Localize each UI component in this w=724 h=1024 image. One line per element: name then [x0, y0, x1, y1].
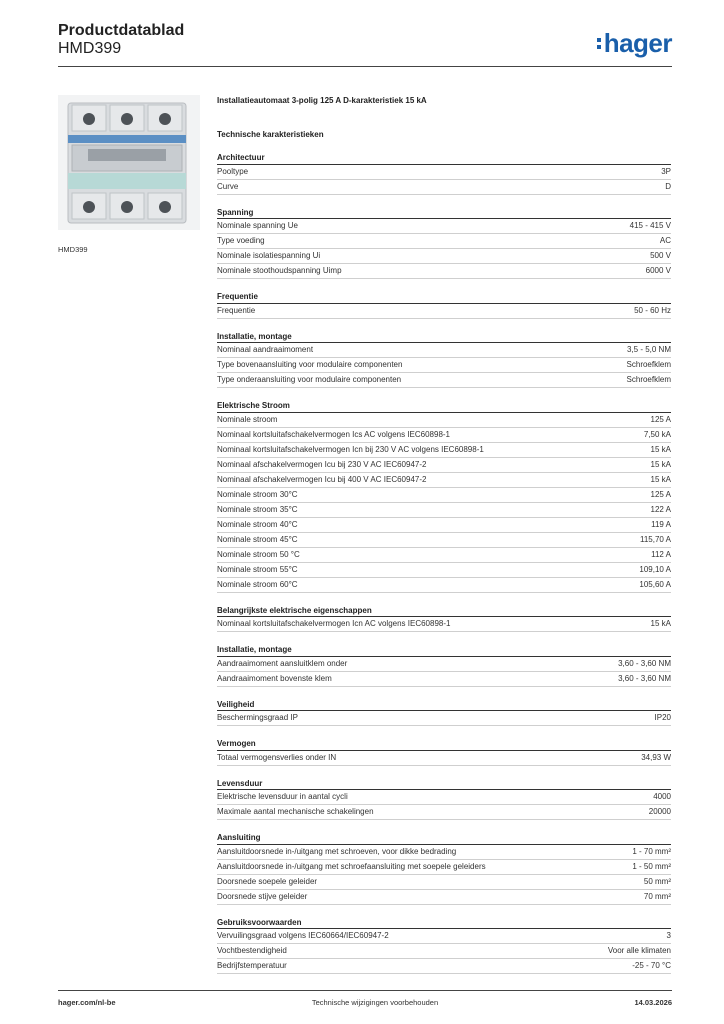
spec-label: Maximale aantal mechanische schakelingen — [217, 807, 374, 816]
spec-row — [217, 458, 671, 473]
spec-row — [217, 373, 671, 388]
spec-value: 115,70 A — [640, 534, 671, 544]
page-header — [58, 22, 184, 58]
spec-label: Nominale stroom 40°C — [217, 519, 298, 529]
spec-section — [217, 645, 671, 687]
spec-section — [217, 332, 671, 389]
spec-value: 415 - 415 V — [629, 221, 671, 230]
spec-section — [217, 606, 671, 633]
spec-row — [217, 413, 671, 428]
spec-value: 125 A — [650, 489, 671, 499]
spec-value: IP20 — [654, 713, 671, 722]
section-title: Veiligheid — [217, 700, 671, 712]
spec-section — [217, 208, 671, 280]
spec-value: 50 mm² — [643, 876, 671, 886]
logo-text: hager — [603, 28, 672, 58]
spec-label: Nominale stroom 50 °C — [217, 549, 300, 559]
spec-label: Pooltype — [217, 166, 249, 176]
spec-sections — [217, 153, 671, 974]
spec-label: Nominaal kortsluitafschakelvermogen Icn AC volgens IEC60898-1 — [217, 619, 451, 628]
spec-label: Vervuilingsgraad volgens IEC60664/IEC60947-2 — [217, 931, 389, 940]
spec-row — [217, 657, 671, 672]
spec-row — [217, 617, 671, 632]
spec-label: Aansluitdoorsnede in-/uitgang met schroefaansluiting met soepele geleiders — [217, 861, 486, 871]
product-code: HMD399 — [58, 40, 122, 57]
spec-value: 3,60 - 3,60 NM — [618, 673, 671, 683]
spec-label: Aansluitdoorsnede in-/uitgang met schroeven, voor dikke bedrading — [217, 846, 457, 856]
spec-content — [217, 95, 671, 974]
spec-label: Aandraaimoment aansluitklem onder — [217, 658, 348, 668]
circuit-breaker-photo-icon — [58, 95, 200, 230]
section-title: Levensduur — [217, 779, 671, 791]
spec-row — [217, 358, 671, 373]
spec-row — [217, 219, 671, 234]
spec-row — [217, 845, 671, 860]
spec-label: Frequentie — [217, 305, 256, 315]
spec-label: Nominale isolatiespanning Ui — [217, 251, 321, 260]
section-title: Installatie, montage — [217, 645, 671, 657]
spec-row — [217, 180, 671, 195]
spec-section — [217, 700, 671, 727]
section-title: Elektrische Stroom — [217, 401, 671, 413]
spec-row — [217, 578, 671, 593]
spec-row — [217, 672, 671, 687]
spec-row — [217, 234, 671, 249]
footer-notice: Technische wijzigingen voorbehouden — [311, 998, 439, 1007]
product-description: Installatieautomaat 3-polig 125 A D-karakteristiek 15 kA — [217, 96, 427, 105]
spec-row — [217, 165, 671, 180]
spec-label: Doorsnede soepele geleider — [217, 876, 318, 886]
spec-label: Vochtbestendigheid — [217, 946, 287, 955]
spec-value: 1 - 70 mm² — [632, 846, 671, 856]
spec-row — [217, 711, 671, 726]
spec-value: Schroefklem — [626, 360, 671, 369]
section-title: Gebruiksvoorwaarden — [217, 918, 671, 930]
footer-date: 14.03.2026 — [634, 998, 672, 1007]
spec-value: 3 — [666, 931, 671, 940]
spec-section — [217, 153, 671, 195]
spec-value: 1 - 50 mm² — [632, 861, 671, 871]
spec-row — [217, 533, 671, 548]
spec-row — [217, 473, 671, 488]
spec-row — [217, 249, 671, 264]
spec-value: 20000 — [648, 807, 671, 816]
spec-value: 3,60 - 3,60 NM — [618, 658, 671, 668]
spec-label: Aandraaimoment bovenste klem — [217, 673, 332, 683]
footer-divider — [58, 990, 672, 991]
spec-row — [217, 875, 671, 890]
spec-row — [217, 443, 671, 458]
spec-label: Nominale stroom 60°C — [217, 579, 298, 589]
section-title: Belangrijkste elektrische eigenschappen — [217, 606, 671, 618]
spec-value: 15 kA — [650, 444, 671, 454]
spec-row — [217, 503, 671, 518]
spec-label: Nominale stoothoudspanning Uimp — [217, 266, 342, 275]
section-title: Frequentie — [217, 292, 671, 304]
spec-value: 119 A — [651, 519, 671, 529]
spec-value: AC — [659, 236, 671, 245]
section-title: Installatie, montage — [217, 332, 671, 344]
spec-row — [217, 428, 671, 443]
spec-value: 6000 V — [645, 266, 671, 275]
footer-url: hager.com/nl-be — [58, 998, 116, 1007]
spec-label: Type bovenaansluiting voor modulaire componenten — [217, 360, 403, 369]
spec-label: Nominale stroom 45°C — [217, 534, 298, 544]
spec-section — [217, 739, 671, 766]
spec-row — [217, 959, 671, 974]
spec-label: Curve — [217, 181, 239, 191]
spec-value: 15 kA — [650, 459, 671, 469]
spec-value: Schroefklem — [626, 375, 671, 384]
spec-value: 125 A — [650, 414, 671, 424]
spec-row — [217, 518, 671, 533]
spec-label: Bedrijfstemperatuur — [217, 961, 287, 970]
spec-label: Nominale stroom 55°C — [217, 564, 298, 574]
spec-row — [217, 488, 671, 503]
image-caption: HMD399 — [58, 245, 88, 254]
spec-label: Nominale stroom 35°C — [217, 504, 298, 514]
spec-label: Beschermingsgraad IP — [217, 713, 298, 722]
spec-value: 109,10 A — [639, 564, 671, 574]
spec-section — [217, 918, 671, 975]
spec-label: Nominaal aandraaimoment — [217, 345, 314, 354]
spec-label: Nominaal afschakelvermogen Icu bij 230 V AC IEC60947-2 — [217, 459, 427, 469]
spec-value: D — [665, 181, 671, 191]
spec-row — [217, 944, 671, 959]
section-title: Spanning — [217, 208, 671, 220]
spec-label: Nominaal afschakelvermogen Icu bij 400 V AC IEC60947-2 — [217, 474, 427, 484]
spec-label: Nominale stroom — [217, 414, 278, 424]
spec-section — [217, 292, 671, 319]
logo-dots-icon — [597, 38, 601, 49]
page-footer — [58, 998, 672, 1007]
spec-label: Nominale stroom 30°C — [217, 489, 298, 499]
spec-value: 112 A — [651, 549, 671, 559]
spec-row — [217, 304, 671, 319]
spec-row — [217, 548, 671, 563]
spec-value: 15 kA — [650, 619, 671, 628]
spec-value: 70 mm² — [643, 891, 671, 901]
spec-section — [217, 779, 671, 821]
spec-value: 105,60 A — [639, 579, 671, 589]
spec-label: Nominaal kortsluitafschakelvermogen Ics AC volgens IEC60898-1 — [217, 429, 451, 439]
spec-label: Type voeding — [217, 236, 265, 245]
section-title: Architectuur — [217, 153, 671, 165]
spec-row — [217, 343, 671, 358]
section-title: Vermogen — [217, 739, 671, 751]
spec-value: 122 A — [650, 504, 671, 514]
spec-row — [217, 751, 671, 766]
spec-row — [217, 790, 671, 805]
spec-label: Totaal vermogensverlies onder IN — [217, 752, 337, 762]
spec-value: -25 - 70 °C — [632, 961, 671, 970]
spec-row — [217, 860, 671, 875]
spec-value: 4000 — [653, 792, 671, 801]
section-title: Aansluiting — [217, 833, 671, 845]
spec-value: Voor alle klimaten — [607, 946, 671, 955]
spec-row — [217, 805, 671, 820]
spec-value: 500 V — [650, 251, 671, 260]
spec-label: Type onderaansluiting voor modulaire componenten — [217, 375, 402, 384]
spec-section — [217, 401, 671, 593]
spec-row — [217, 929, 671, 944]
spec-section — [217, 833, 671, 905]
spec-label: Nominaal kortsluitafschakelvermogen Icn bij 230 V AC volgens IEC60898-1 — [217, 444, 484, 454]
header-divider — [58, 66, 672, 67]
spec-label: Doorsnede stijve geleider — [217, 891, 308, 901]
spec-label: Elektrische levensduur in aantal cycli — [217, 792, 348, 801]
spec-value: 3P — [661, 166, 671, 176]
spec-label: Nominale spanning Ue — [217, 221, 298, 230]
tech-characteristics-title: Technische karakteristieken — [217, 130, 324, 139]
spec-row — [217, 890, 671, 905]
spec-value: 7,50 kA — [643, 429, 671, 439]
spec-value: 3,5 - 5,0 NM — [626, 345, 671, 354]
hager-logo — [597, 28, 672, 59]
spec-row — [217, 264, 671, 279]
document-title: Productdatablad — [58, 22, 185, 39]
spec-value: 15 kA — [650, 474, 671, 484]
spec-row — [217, 563, 671, 578]
spec-value: 50 - 60 Hz — [634, 305, 671, 315]
spec-value: 34,93 W — [641, 752, 671, 762]
